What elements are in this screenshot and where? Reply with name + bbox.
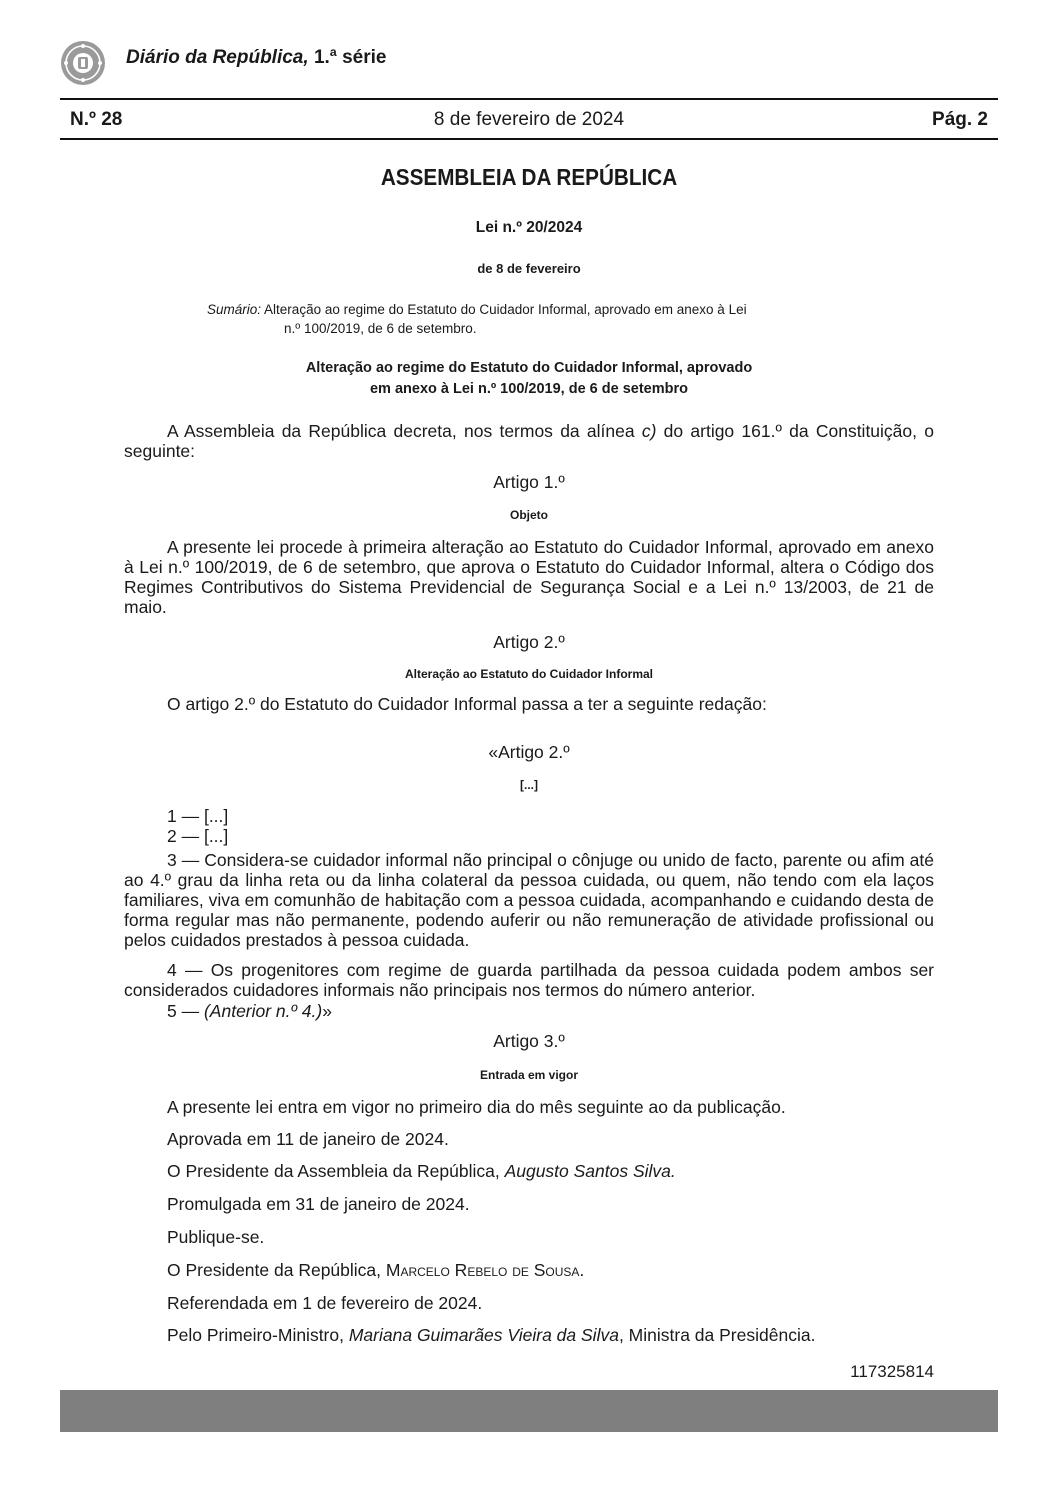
journal-title	[126, 47, 386, 69]
document-id: 117325814	[850, 1362, 934, 1381]
pm-label: Pelo Primeiro-Ministro,	[167, 1325, 349, 1345]
item-3-text: 3 — Considera-se cuidador informal não principal o cônjuge ou unido de facto, parente ou afim até ao 4.º grau da linha reta ou da linha colateral da pessoa cuidada, ou quem, não tendo com ela laços familiares, viva em comunhão de habitação com a pessoa cuidada, acompanhando e cuidando desta de forma regular mas não permanente, podendo auferir ou não remuneração de atividade profissional ou pelos cuidados prestados à pessoa cuidada.	[124, 850, 934, 950]
publish-order: Publique-se.	[167, 1227, 265, 1247]
article-1-text	[124, 537, 934, 617]
item-5-text: (Anterior n.º 4.)	[203, 1001, 323, 1021]
item-4-text: 4 — Os progenitores com regime de guarda partilhada da pessoa cuidada podem ambos ser considerados cuidadores informais não principais nos termos do número anterior.	[124, 960, 934, 1000]
referendum-date: Referendada em 1 de fevereiro de 2024.	[167, 1293, 483, 1313]
item-5-prefix: 5 —	[167, 1001, 204, 1021]
assembly-president-label: O Presidente da Assembleia da República,	[167, 1161, 505, 1181]
subtitle-line-2: em anexo à Lei n.º 100/2019, de 6 de setembro	[369, 381, 688, 397]
prime-minister-signature	[167, 1325, 815, 1346]
article-2-intro: O artigo 2.º do Estatuto do Cuidador Informal passa a ter a seguinte redação:	[167, 694, 767, 714]
article-3-title: Artigo 3.º	[493, 1031, 565, 1051]
republic-president	[167, 1260, 584, 1281]
preamble-alinea: c)	[641, 421, 657, 441]
item-3	[124, 850, 934, 950]
law-date: de 8 de fevereiro	[477, 261, 581, 276]
subtitle-line-1: Alteração ao regime do Estatuto do Cuidador Informal, aprovado	[305, 360, 753, 376]
journal-series: 1.ª série	[313, 47, 387, 68]
summary-line-2: n.º 100/2019, de 6 de setembro.	[284, 321, 477, 336]
promulgation-date: Promulgada em 31 de janeiro de 2024.	[167, 1194, 470, 1214]
preamble-text-b: do artigo 161.º da Constituição, o seguinte:	[124, 421, 934, 461]
preamble	[124, 421, 934, 461]
issue-number: N.º 28	[70, 109, 123, 130]
page-number: Pág. 2	[932, 109, 988, 130]
issue-date: 8 de fevereiro de 2024	[433, 109, 625, 130]
quoted-article-heading: [...]	[520, 778, 538, 792]
article-2-title: Artigo 2.º	[493, 632, 565, 652]
article-3-text: A presente lei entra em vigor no primeiro dia do mês seguinte ao da publicação.	[167, 1097, 786, 1117]
item-5	[167, 1001, 332, 1022]
journal-name: Diário da República,	[126, 47, 309, 68]
article-3-heading: Entrada em vigor	[479, 1068, 579, 1082]
republic-emblem-icon	[60, 40, 106, 86]
article-1-heading: Objeto	[510, 508, 548, 522]
summary-line-1: Alteração ao regime do Estatuto do Cuidador Informal, aprovado em anexo à Lei	[264, 302, 747, 317]
quoted-article-title: «Artigo 2.º	[488, 742, 570, 762]
item-4	[124, 960, 934, 1000]
republic-president-end: .	[579, 1260, 585, 1280]
article-2-heading: Alteração ao Estatuto do Cuidador Informal	[404, 667, 654, 681]
summary	[207, 300, 852, 338]
article-1-title: Artigo 1.º	[493, 472, 565, 492]
approval-date: Aprovada em 11 de janeiro de 2024.	[167, 1129, 449, 1149]
assembly-president	[167, 1161, 676, 1182]
footer-bar	[60, 1390, 998, 1432]
preamble-text-a: A Assembleia da República decreta, nos termos da alínea	[167, 421, 642, 441]
law-number: Lei n.º 20/2024	[475, 219, 583, 236]
pm-name: Mariana Guimarães Vieira da Silva	[348, 1325, 619, 1345]
republic-president-label: O Presidente da República,	[167, 1260, 386, 1280]
law-subtitle	[0, 358, 1058, 400]
assembly-president-name: Augusto Santos Silva.	[504, 1161, 676, 1181]
item-1: 1 — [...]	[167, 806, 229, 826]
summary-label: Sumário:	[207, 302, 262, 317]
article-1-paragraph: A presente lei procede à primeira alteração ao Estatuto do Cuidador Informal, aprovado em anexo à Lei n.º 100/2019, de 6 de setembro, que aprova o Estatuto do Cuidador Informal, altera o Código dos Regimes Contributivos do Sistema Previdencial de Segurança Social e a Lei n.º 13/2003, de 21 de maio.	[124, 537, 934, 617]
republic-president-name: Marcelo Rebelo de Sousa	[385, 1260, 580, 1280]
issuer-heading: ASSEMBLEIA DA REPÚBLICA	[380, 164, 678, 190]
item-2: 2 — [...]	[167, 826, 229, 846]
header-rule-top	[60, 98, 998, 100]
item-5-close: »	[322, 1001, 332, 1021]
header-rule-bottom	[60, 138, 998, 140]
pm-role: , Ministra da Presidência.	[618, 1325, 816, 1345]
